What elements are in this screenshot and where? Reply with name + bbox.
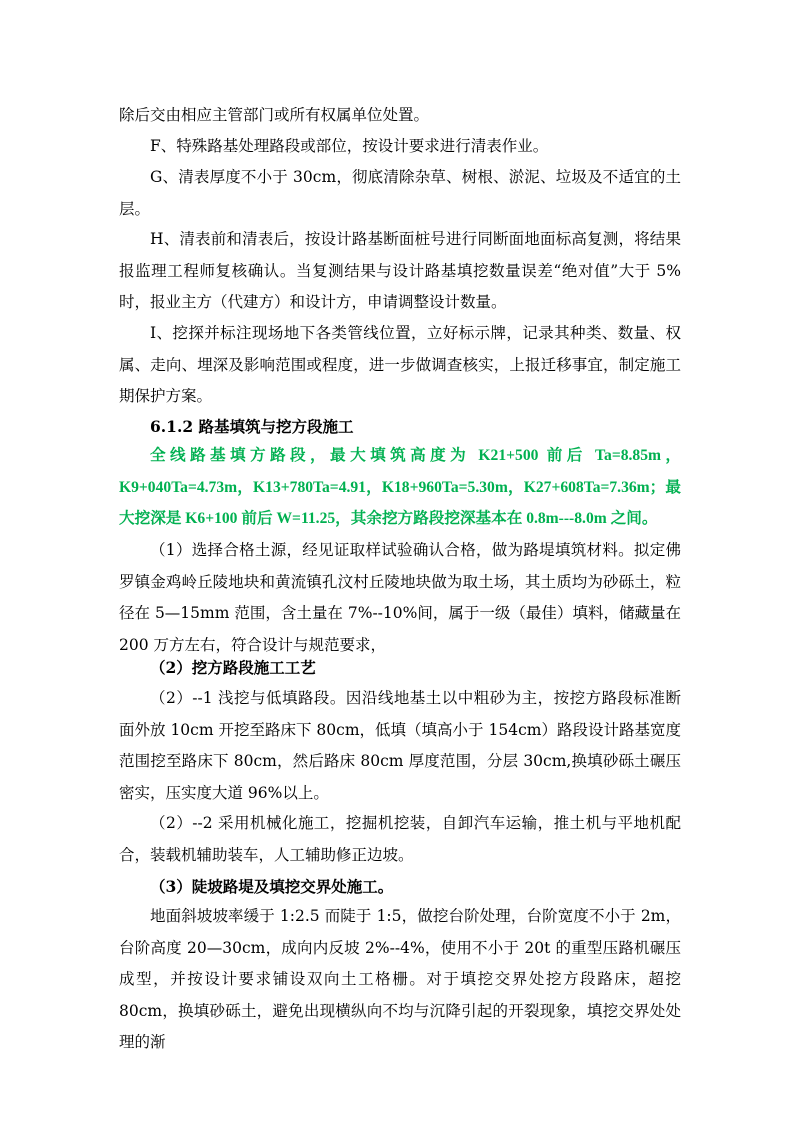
paragraph-steep-slope: 地面斜坡坡率缓于 1:2.5 而陡于 1:5，做挖台阶处理，台阶宽度不小于 2m，台阶高度 20—30cm，成向内反坡 2%--4%，使用不小于 20t 的重型压路机碾压成型，并按设计要求铺设双向土工格栅。对于填挖交界处挖方段路床，超挖 80cm，换填砂砾土，避免出现横纵向不均与沉降引起的开裂现象，填挖交界处处理的渐 [119, 907, 681, 1051]
paragraph-h: H、清表前和清表后，按设计路基断面桩号进行同断面地面标高复测，将结果报监理工程师复核确认。当复测结果与设计路基填挖数量误差“绝对值”大于 5%时，报业主方（代建方）和设计方，申请调整设计数量。 [119, 230, 681, 311]
paragraph-g: G、清表厚度不小于 30cm，彻底清除杂草、树根、淤泥、垃圾及不适宜的土层。 [119, 168, 681, 218]
paragraph-i: I、挖探并标注现场地下各类管线位置，立好标示牌，记录其种类、数量、权属、走向、埋深及影响范围或程度，进一步做调查核实，上报迁移事宜，制定施工期保护方案。 [119, 324, 681, 405]
subheading-steep-slope: （3）陡坡路堤及填挖交界处施工。 [150, 877, 394, 896]
paragraph-f: F、特殊路基处理路段或部位，按设计要求进行清表作业。 [150, 137, 549, 155]
paragraph-disposal: 除后交由相应主管部门或所有权属单位处置。 [119, 106, 430, 124]
section-heading-6-1-2: 6.1.2 路基填筑与挖方段施工 [150, 417, 354, 436]
paragraph-shallow-excavation: （2）--1 浅挖与低填路段。因沿线地基土以中粗砂为主，按挖方路段标准断面外放 10cm 开挖至路床下 80cm，低填（填高小于 154cm）路段设计路基宽度范围挖至路床下 80cm，然后路床 80cm 厚度范围，分层 30cm,换填砂砾土碾压密实，压实度大道 96%以上。 [119, 689, 681, 802]
highlight-fill-depth-summary: 全线路基填方路段，最大填筑高度为 K21+500 前后 Ta=8.85m，K9+040Ta=4.73m，K13+780Ta=4.91，K18+960Ta=5.30m，K27+608Ta=7.36m；最大挖深是 K6+100 前后 W=11.25，其余挖方路段挖深基本在 0.8m---8.0m 之间。 [119, 447, 681, 527]
paragraph-soil-source: （1）选择合格土源，经见证取样试验确认合格，做为路堤填筑材料。拟定佛罗镇金鸡岭丘陵地块和黄流镇孔汶村丘陵地块做为取土场，其土质均为砂砾土，粒径在 5—15mm 范围，含土量在 7%--10%间，属于一级（最佳）填料，储藏量在 200 万方左右，符合设计与规范要求， [119, 541, 681, 654]
subheading-excavation-process: （2）挖方路段施工工艺 [150, 658, 316, 677]
paragraph-mechanized-construction: （2）--2 采用机械化施工，挖掘机挖装，自卸汽车运输，推土机与平地机配合，装载机辅助装车，人工辅助修正边坡。 [119, 814, 681, 864]
